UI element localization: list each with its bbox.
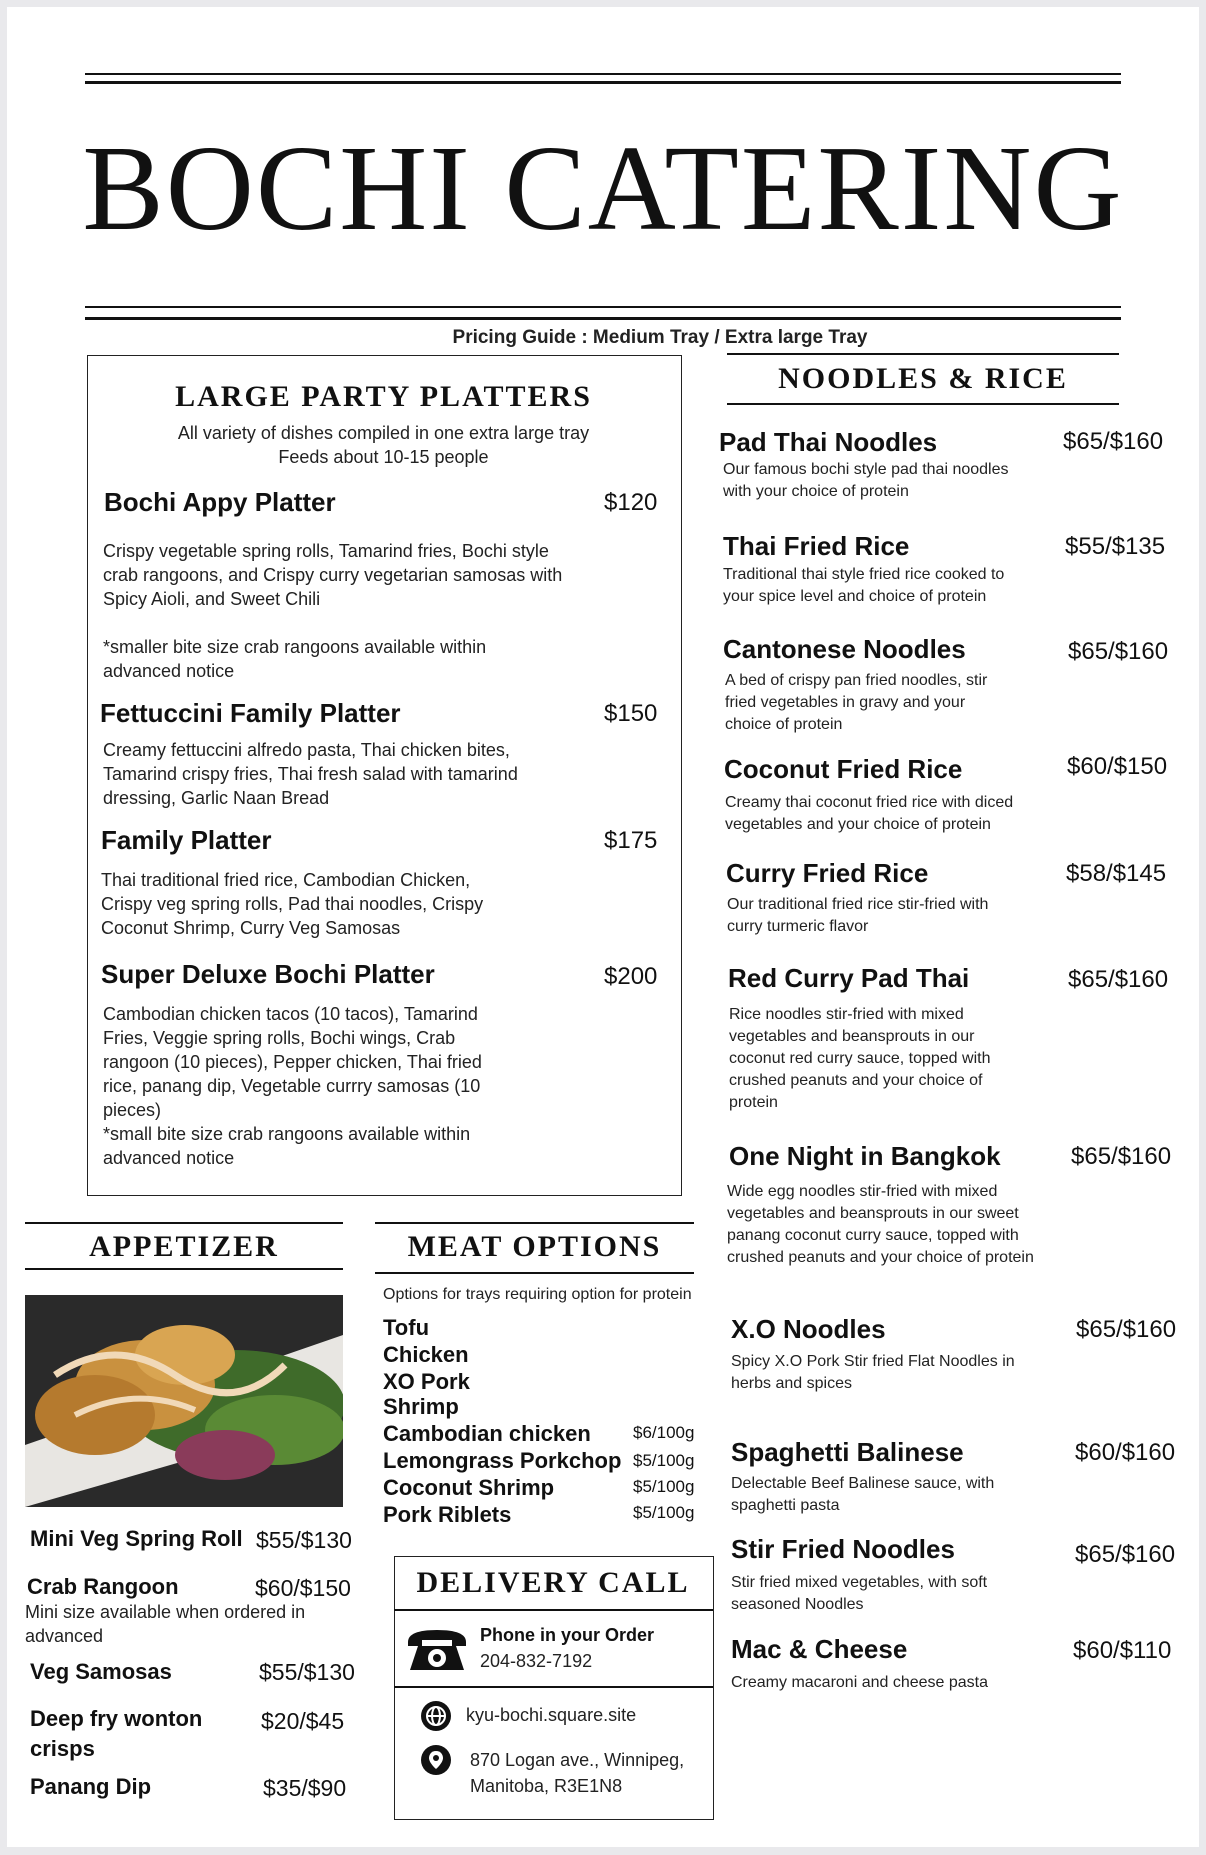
delivery-rule-1 bbox=[394, 1609, 713, 1611]
noodles-rule-top bbox=[727, 353, 1119, 355]
dish-price: $65/$160 bbox=[1076, 1316, 1177, 1343]
dish-price: $65/$160 bbox=[1063, 428, 1164, 455]
platter-desc: Crispy vegetable spring rolls, Tamarind fries, Bochi style crab rangoons, and Crispy curry vegetarian samosas with Spicy Aioli, and Sweet Chili bbox=[103, 541, 563, 609]
dish-name: Spaghetti Balinese bbox=[731, 1437, 964, 1467]
dish-desc: Delectable Beef Balinese sauce, with spaghetti pasta bbox=[731, 1475, 995, 1514]
meat-option: XO Pork bbox=[383, 1369, 470, 1394]
meat-option: Chicken bbox=[383, 1342, 469, 1367]
appetizer-heading: APPETIZER bbox=[89, 1230, 279, 1263]
pricing-guide: Pricing Guide : Medium Tray / Extra large Tray bbox=[452, 327, 868, 348]
wonton-plate-illustration bbox=[25, 1295, 343, 1507]
platter-note: *small bite size crab rangoons available within advanced notice bbox=[103, 1124, 471, 1168]
noodles-heading: NOODLES & RICE bbox=[778, 362, 1068, 395]
dish-price: $65/$160 bbox=[1068, 966, 1169, 993]
dish-desc: Creamy macaroni and cheese pasta bbox=[731, 1674, 989, 1691]
top-rule-2 bbox=[85, 81, 1121, 84]
appetizer-name: Crab Rangoon bbox=[27, 1574, 179, 1599]
dish-desc: Our traditional fried rice stir-fried with curry turmeric flavor bbox=[727, 896, 989, 935]
platter-name: Super Deluxe Bochi Platter bbox=[101, 959, 435, 989]
meat-option: Coconut Shrimp bbox=[383, 1475, 555, 1500]
appetizer-price: $35/$90 bbox=[263, 1775, 347, 1801]
meat-option: Shrimp bbox=[383, 1394, 459, 1419]
meat-rule-bottom bbox=[375, 1272, 694, 1274]
telephone-icon bbox=[404, 1626, 470, 1679]
meat-subtitle: Options for trays requiring option for protein bbox=[383, 1286, 692, 1303]
dish-price: $65/$160 bbox=[1071, 1143, 1172, 1170]
platter-price: $150 bbox=[604, 700, 658, 727]
dish-name: X.O Noodles bbox=[731, 1314, 886, 1344]
dish-name: Stir Fried Noodles bbox=[731, 1534, 955, 1564]
dish-desc: Stir fried mixed vegetables, with soft seasoned Noodles bbox=[731, 1574, 988, 1613]
dish-price: $65/$160 bbox=[1068, 638, 1169, 665]
meat-option: Tofu bbox=[383, 1315, 430, 1340]
platter-name: Family Platter bbox=[101, 825, 272, 855]
dish-price: $60/$110 bbox=[1073, 1637, 1172, 1664]
dish-price: $60/$150 bbox=[1067, 753, 1168, 780]
platter-name: Fettuccini Family Platter bbox=[100, 698, 401, 728]
dish-price: $58/$145 bbox=[1066, 860, 1167, 887]
dish-name: Pad Thai Noodles bbox=[719, 427, 938, 457]
dish-name: Curry Fried Rice bbox=[726, 858, 929, 888]
header-rule-1 bbox=[85, 306, 1121, 308]
globe-icon bbox=[420, 1700, 452, 1737]
platter-price: $175 bbox=[604, 827, 658, 854]
meat-price: $6/100g bbox=[633, 1423, 695, 1442]
noodles-rule-bottom bbox=[727, 403, 1119, 405]
meat-price: $5/100g bbox=[633, 1477, 695, 1496]
dish-desc: Wide egg noodles stir-fried with mixed vegetables and beansprouts in our sweet panang coconut curry sauce, topped with crushed peanuts and your choice of protein bbox=[727, 1183, 1034, 1266]
wonton-dish-photo bbox=[25, 1295, 343, 1507]
location-pin-icon bbox=[420, 1744, 452, 1781]
dish-price: $65/$160 bbox=[1075, 1541, 1176, 1568]
platter-price: $200 bbox=[604, 963, 658, 990]
platters-heading: LARGE PARTY PLATTERS bbox=[175, 380, 592, 413]
page-title: BOCHI CATERING bbox=[82, 121, 1124, 256]
meat-option: Pork Riblets bbox=[383, 1502, 512, 1527]
top-rule-1 bbox=[85, 73, 1121, 75]
delivery-heading: DELIVERY CALL bbox=[416, 1566, 690, 1599]
dish-name: Mac & Cheese bbox=[731, 1634, 908, 1664]
appetizer-note: Mini size available when ordered in advanced bbox=[25, 1602, 306, 1646]
dish-price: $55/$135 bbox=[1065, 533, 1166, 560]
appetizer-price: $55/$130 bbox=[256, 1527, 352, 1553]
delivery-rule-2 bbox=[394, 1686, 713, 1688]
dish-desc: Traditional thai style fried rice cooked to your spice level and choice of protein bbox=[723, 566, 1005, 605]
phone-label: Phone in your Order bbox=[480, 1625, 655, 1645]
dish-desc: Rice noodles stir-fried with mixed vegetables and beansprouts in our coconut red curry sauce, topped with crushed peanuts and your choice of protein bbox=[729, 1006, 991, 1111]
appetizer-name: Panang Dip bbox=[30, 1774, 152, 1799]
meat-price: $5/100g bbox=[633, 1451, 695, 1470]
website-link[interactable]: kyu-bochi.square.site bbox=[466, 1705, 637, 1725]
appetizer-rule-bottom bbox=[25, 1268, 343, 1270]
dish-desc: A bed of crispy pan fried noodles, stir fried vegetables in gravy and your choice of protein bbox=[725, 672, 988, 733]
appetizer-name: Deep fry wonton crisps bbox=[30, 1706, 203, 1761]
dish-desc: Creamy thai coconut fried rice with diced vegetables and your choice of protein bbox=[725, 794, 1014, 833]
dish-desc: Spicy X.O Pork Stir fried Flat Noodles in herbs and spices bbox=[731, 1353, 1015, 1392]
address-line-2: Manitoba, R3E1N8 bbox=[470, 1776, 623, 1796]
meat-rule-top bbox=[375, 1222, 694, 1224]
appetizer-price: $55/$130 bbox=[259, 1659, 355, 1685]
appetizer-price: $20/$45 bbox=[261, 1708, 345, 1734]
header-rule-2 bbox=[85, 317, 1121, 320]
platter-desc: Cambodian chicken tacos (10 tacos), Tamarind Fries, Veggie spring rolls, Bochi wings, Crab rangoon (10 pieces), Pepper chicken, Thai fried rice, panang dip, Vegetable currry samosas (10 pieces) bbox=[103, 1004, 482, 1120]
meat-option: Cambodian chicken bbox=[383, 1421, 591, 1446]
platter-price: $120 bbox=[604, 489, 658, 516]
dish-desc: Our famous bochi style pad thai noodles with your choice of protein bbox=[723, 461, 1009, 500]
appetizer-name: Veg Samosas bbox=[30, 1659, 172, 1684]
platter-note: *smaller bite size crab rangoons available within advanced notice bbox=[103, 637, 487, 681]
platter-desc: Creamy fettuccini alfredo pasta, Thai chicken bites, Tamarind crispy fries, Thai fresh salad with tamarind dressing, Garlic Naan Bread bbox=[103, 740, 518, 808]
meat-price: $5/100g bbox=[633, 1503, 695, 1522]
platters-subtitle-2: Feeds about 10-15 people bbox=[278, 447, 489, 467]
platter-desc: Thai traditional fried rice, Cambodian Chicken, Crispy veg spring rolls, Pad thai noodles, Crispy Coconut Shrimp, Curry Veg Samosas bbox=[101, 870, 484, 938]
dish-name: Thai Fried Rice bbox=[723, 531, 910, 561]
address-line-1: 870 Logan ave., Winnipeg, bbox=[470, 1750, 685, 1770]
platter-name: Bochi Appy Platter bbox=[104, 487, 336, 517]
appetizer-name: Mini Veg Spring Roll bbox=[30, 1526, 243, 1551]
meat-option: Lemongrass Porkchop bbox=[383, 1448, 622, 1473]
phone-number[interactable]: 204-832-7192 bbox=[480, 1651, 593, 1671]
appetizer-rule-top bbox=[25, 1222, 343, 1224]
platters-subtitle-1: All variety of dishes compiled in one extra large tray bbox=[177, 423, 590, 443]
dish-price: $60/$160 bbox=[1075, 1439, 1176, 1466]
dish-name: Cantonese Noodles bbox=[723, 634, 966, 664]
meat-heading: MEAT OPTIONS bbox=[407, 1230, 662, 1263]
dish-name: One Night in Bangkok bbox=[729, 1141, 1001, 1171]
dish-name: Coconut Fried Rice bbox=[724, 754, 963, 784]
appetizer-price: $60/$150 bbox=[255, 1575, 351, 1601]
dish-name: Red Curry Pad Thai bbox=[728, 963, 970, 993]
